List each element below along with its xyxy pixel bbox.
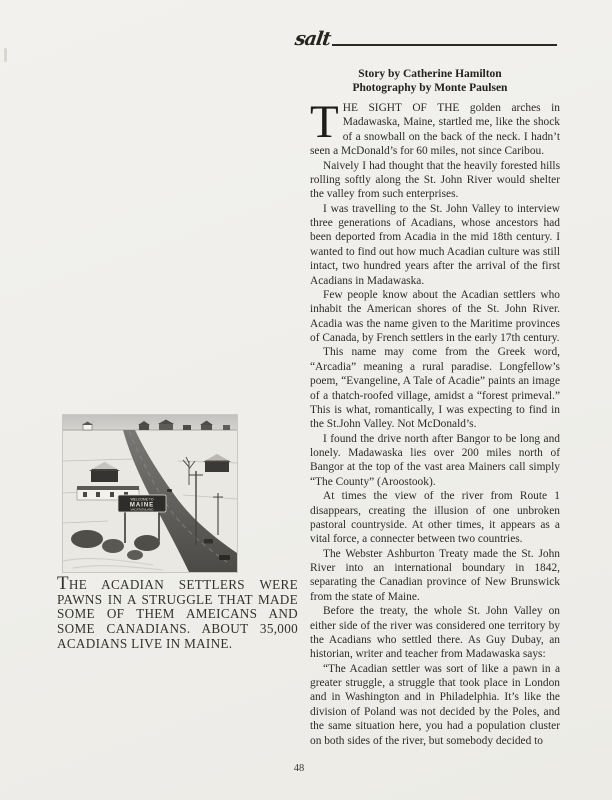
page-number: 48 — [293, 763, 305, 774]
caption-lead-letter: T — [57, 573, 69, 594]
photo-caption — [57, 573, 298, 652]
article-paragraph: I found the drive north after Bangor to be long and lonely. Madawaska lies over 200 miles north of Bangor at the top of the vast area Mainers call simply “The County” (Aroostook). — [310, 432, 560, 488]
article-paragraph: This name may come from the Greek word, “Arcadia” meaning a rural paradise. Longfellow’s poem, “Evangeline, A Tale of Acadie” paints an image of a thatch-roofed village, amidst a “forest primeval.” This is what, romantically, I was expecting to find in the St.John Valley. Not McDonald’s. — [310, 346, 560, 431]
article-paragraph: “The Acadian settler was sort of like a pawn in a greater struggle, a struggle that took place in London and in Washington and in Philadelphia. It’s like the division of Poland was not decided by the Poles, and the same situation here, you had a population cluster on both sides of the river, but somebody decided to — [310, 662, 560, 747]
sign-line-welcome: WELCOME TO — [130, 497, 154, 502]
article-paragraph: At times the view of the river from Route 1 disappears, creating the illusion of one unbroken pastoral countryside. At other times, it appears as a vital force, a connecter between two countries. — [310, 490, 560, 546]
masthead-rule — [332, 44, 557, 46]
article-paragraph: THE SIGHT OF THE golden arches in Madawaska, Maine, startled me, like the shock of a snowball on the back of the neck. I hadn’t seen a McDonald’s for 60 miles, not since Caribou. — [310, 96, 560, 158]
article-paragraph: The Webster Ashburton Treaty made the St. John River into an international boundary in 1842, separating the Canadian province of New Brunswick from the state of Maine. — [310, 547, 560, 603]
byline-photography: Photography by Monte Paulsen — [352, 82, 508, 94]
photo-illustration — [63, 415, 237, 572]
photo-winter-road — [63, 415, 237, 572]
masthead — [295, 30, 557, 49]
article-paragraph: Few people know about the Acadian settlers who inhabit the American shores of the St. John River. Acadia was the name given to the Maritime provinces of Canada, by French settlers in the early 17th century. — [310, 288, 560, 344]
drop-cap: T — [310, 96, 339, 148]
caption-text: HE ACADIAN SETTLERS WERE PAWNS IN A STRUGGLE THAT MADE SOME OF THEM AMEICANS AND SOME CANADIANS. ABOUT 35,000 ACADIANS LIVE IN MAINE. — [57, 577, 298, 651]
scan-artifact — [4, 48, 7, 62]
sign-line-maine: MAINE — [129, 502, 155, 509]
magazine-logo: salt — [293, 28, 332, 50]
article-paragraph: Naively I had thought that the heavily forested hills rolling softly along the St. John River would shelter the valley from such enterprises. — [310, 159, 560, 201]
byline-story: Story by Catherine Hamilton — [358, 68, 502, 80]
article-paragraph: I was travelling to the St. John Valley to interview three generations of Acadians, whose ancestors had been deported from Acadia in the mid 18th century. I wanted to find out how much Acadian culture was still intact, two hundred years after the arrival of the first Acadians in Madawaska. — [310, 202, 560, 287]
byline — [300, 67, 560, 95]
sign-line-vacationland: VACATIONLAND — [130, 507, 154, 512]
article-paragraphs — [310, 96, 560, 748]
article-paragraph: Before the treaty, the whole St. John Valley on either side of the river was considered one territory by the Acadians who settled there. As Guy Dubay, an historian, writer and teacher from Madawaska says: — [310, 605, 560, 661]
